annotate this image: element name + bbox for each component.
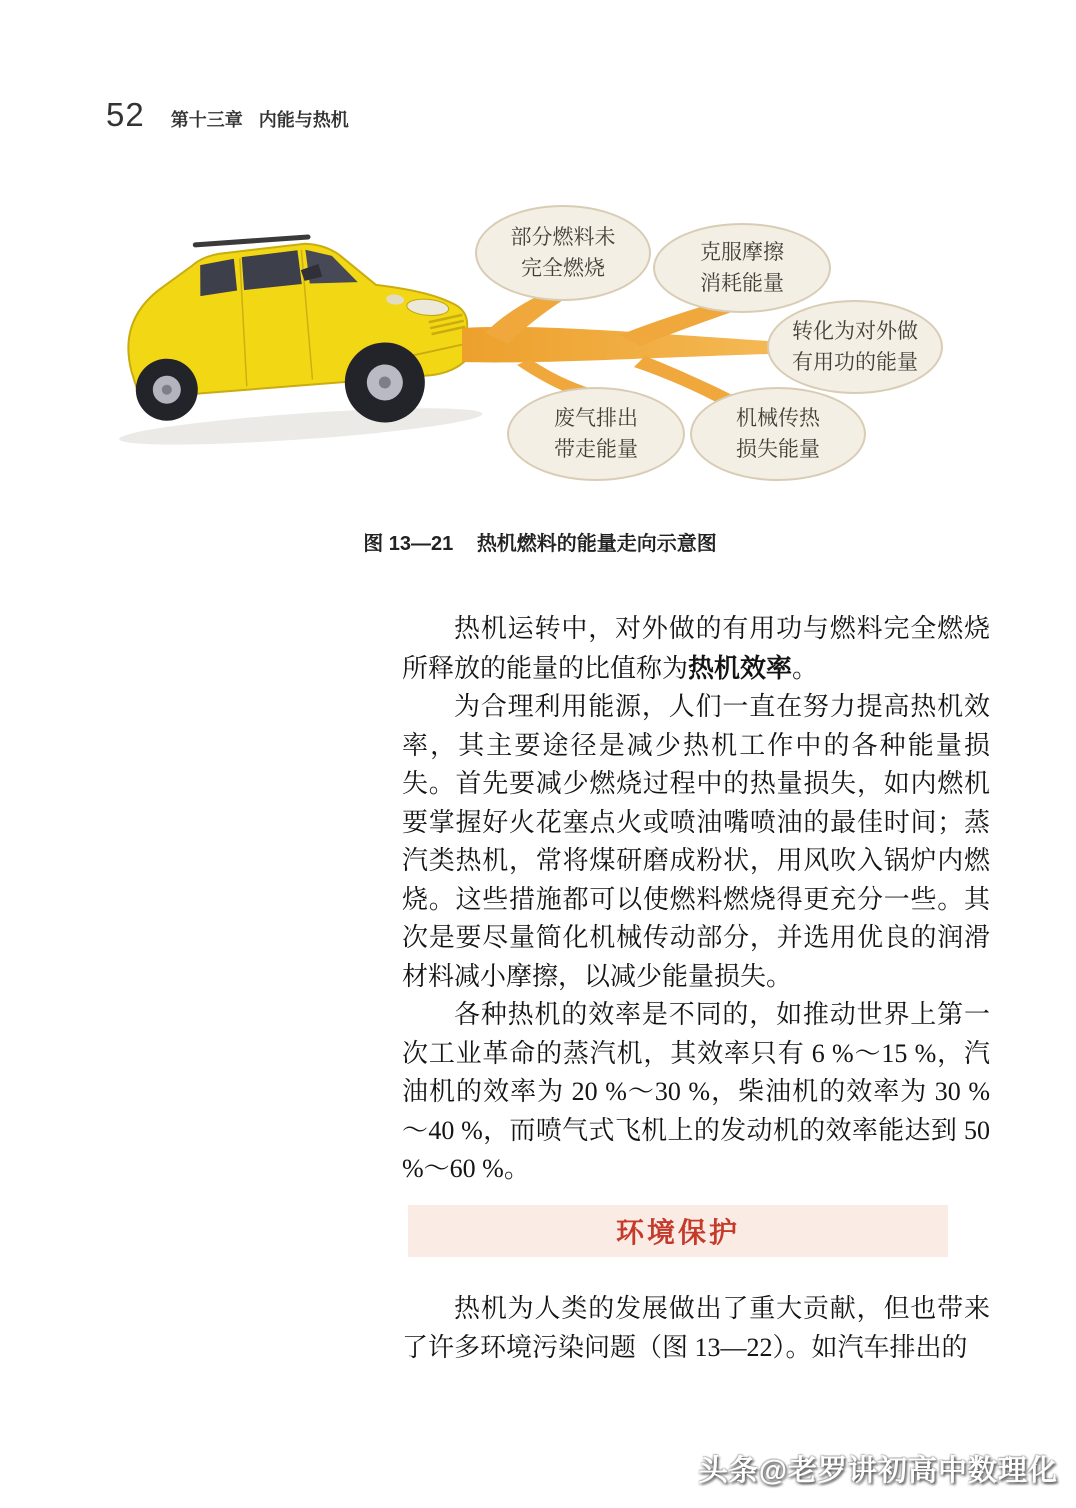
bubble-text: 带走能量 xyxy=(554,437,638,461)
energy-bubble-exhaust xyxy=(507,387,685,481)
paragraph-text: 。 xyxy=(792,653,819,683)
energy-bubble-useful-work xyxy=(767,300,943,394)
bubble-text: 机械传热 xyxy=(736,406,820,430)
figure-13-21 xyxy=(100,195,980,495)
section-banner xyxy=(408,1205,948,1257)
bubble-text: 废气排出 xyxy=(554,406,638,430)
figure-caption-label: 图 13—21 xyxy=(363,533,454,555)
bubble-text: 损失能量 xyxy=(736,437,820,461)
bubble-text: 转化为对外做 xyxy=(792,319,918,343)
bubble-text: 消耗能量 xyxy=(700,271,784,295)
figure-caption xyxy=(100,527,980,556)
bubble-text: 克服摩擦 xyxy=(700,240,784,264)
paragraph-efficiency-values: 各种热机的效率是不同的，如推动世界上第一次工业革命的蒸汽机，其效率只有 6 %～15 %，汽油机的效率为 20 %～30 %，柴油机的效率为 30 %～40 %，而喷气式飞机上的发动机的效率能达到 50 %～60 %。 xyxy=(402,1000,990,1183)
energy-bubble-heat-loss xyxy=(690,387,866,481)
chapter-title: 内能与热机 xyxy=(258,110,349,130)
bold-term-efficiency: 热机效率 xyxy=(688,652,793,683)
paragraph-efficiency-definition xyxy=(402,610,990,688)
paragraph-environment-intro: 热机为人类的发展做出了重大贡献，但也带来了许多环境污染问题（图 13—22）。如汽车排出的 xyxy=(402,1294,990,1362)
bubble-text: 有用功的能量 xyxy=(792,350,918,374)
running-head xyxy=(106,96,349,134)
page-number: 52 xyxy=(106,96,145,133)
energy-bubble-friction xyxy=(653,223,831,313)
paragraph-text: 热机运转中，对外做的有用功与燃料完全燃烧所释放的能量的比值称为 xyxy=(402,614,990,683)
energy-bubble-unburned-fuel xyxy=(475,205,651,301)
bubble-text: 部分燃料未 xyxy=(510,225,616,249)
section-title: 环境保护 xyxy=(615,1217,740,1248)
chapter-label: 第十三章 xyxy=(170,110,243,130)
paragraph-improving-efficiency: 为合理利用能源，人们一直在努力提高热机效率，其主要途径是减少热机工作中的各种能量损失。首先要减少燃烧过程中的热量损失，如内燃机要掌握好火花塞点火或喷油嘴喷油的最佳时间；蒸汽类热机，常将煤研磨成粉状，用风吹入锅炉内燃烧。这些措施都可以使燃料燃烧得更充分一些。其次是要尽量简化机械传动部分，并选用优良的润滑材料减小摩擦，以减少能量损失。 xyxy=(402,692,990,991)
car-illustration xyxy=(106,223,483,452)
bubble-text: 完全燃烧 xyxy=(521,256,605,280)
watermark-text: 头条@老罗讲初高中数理化 xyxy=(698,1455,1058,1487)
figure-caption-text: 热机燃料的能量走向示意图 xyxy=(476,533,717,555)
